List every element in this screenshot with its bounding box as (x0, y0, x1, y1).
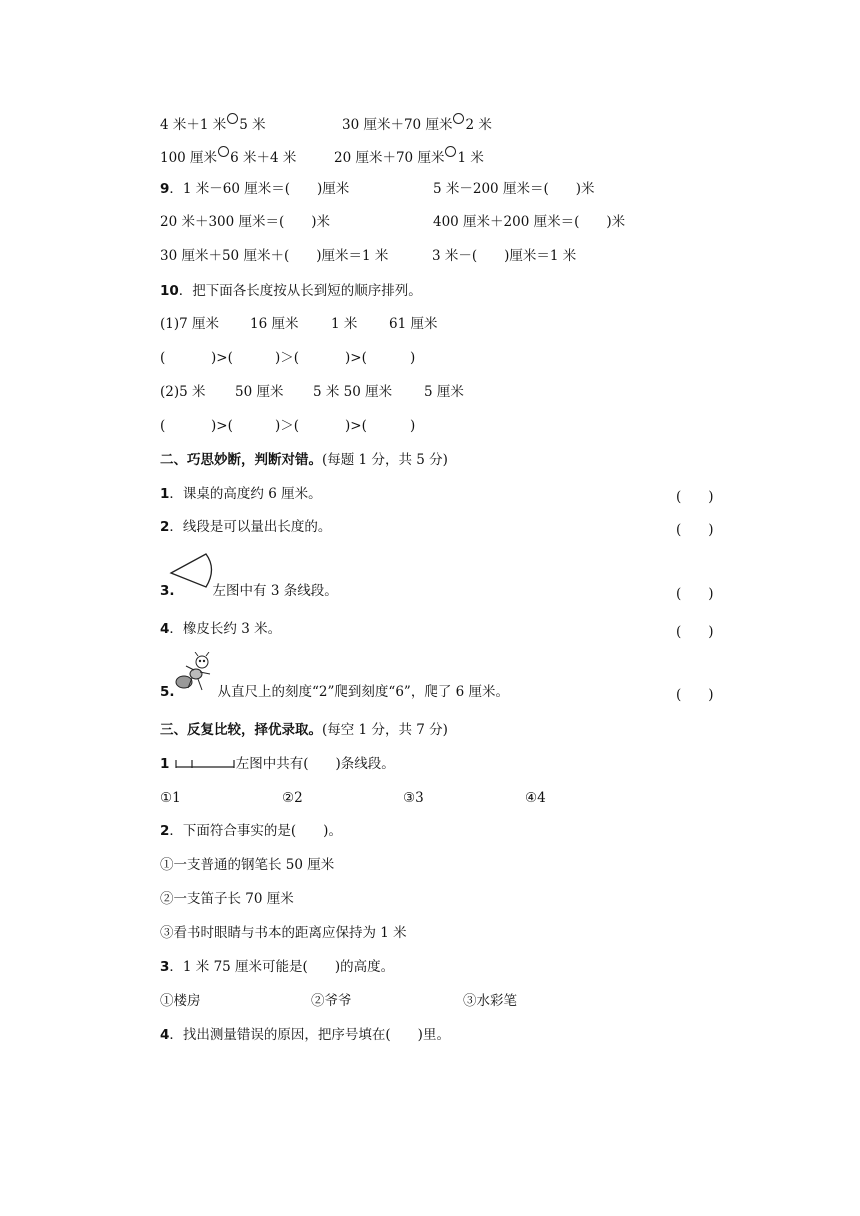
q10-order-paren: )>( (345, 350, 367, 366)
compare-row-1b: 30 厘米＋70 厘米 2 米 (342, 113, 492, 134)
choice-q2: 2．下面符合事实的是( )。 (160, 823, 342, 839)
q10-order-paren: ( (160, 350, 166, 366)
judge-item-5: 5. 从直尺上的刻度“2”爬到刻度“6”，爬了 6 厘米。 (160, 684, 509, 700)
q10-order-paren: ( (160, 418, 166, 434)
q10-group2-item: 50 厘米 (235, 384, 284, 400)
compare-row-1a: 4 米＋1 米 5 米 (160, 113, 266, 134)
judge-item-4: 4．橡皮长约 3 米。 (160, 621, 282, 637)
choice-option[interactable]: ④4 (525, 790, 546, 806)
compare-circle-blank[interactable] (453, 113, 464, 124)
q10-group1-item: 1 米 (331, 316, 358, 332)
choice-q3: 3．1 米 75 厘米可能是( )的高度。 (160, 959, 395, 975)
choice-option[interactable]: ②一支笛子长 70 厘米 (160, 891, 294, 907)
compare-row-2b: 20 厘米＋70 厘米 1 米 (334, 146, 484, 167)
q10-order-paren: ) (410, 350, 416, 366)
choice-option[interactable]: ①1 (160, 790, 181, 806)
compare-circle-blank[interactable] (227, 113, 238, 124)
answer-box[interactable]: ( ) (676, 489, 714, 505)
choice-option[interactable]: ①一支普通的钢笔长 50 厘米 (160, 857, 335, 873)
compare-row-2a: 100 厘米 6 米＋4 米 (160, 146, 296, 167)
judge-item-3: 3. 左图中有 3 条线段。 (160, 583, 338, 599)
judge-item-2: 2．线段是可以量出长度的。 (160, 519, 332, 535)
q9-b: 5 米－200 厘米＝( )米 (433, 181, 595, 197)
q10-order-paren: ) (410, 418, 416, 434)
q10-order-paren: )>( (345, 418, 367, 434)
choice-option[interactable]: ③3 (403, 790, 424, 806)
answer-box[interactable]: ( ) (676, 687, 714, 703)
section-3-heading: 三、反复比较，择优录取。(每空 1 分，共 7 分) (160, 722, 448, 738)
section-2-heading: 二、巧思妙断，判断对错。(每题 1 分，共 5 分) (160, 452, 448, 468)
q10-order-paren: )>( (211, 418, 233, 434)
choice-option[interactable]: ②爷爷 (311, 993, 352, 1009)
q10-order-paren: )＞( (275, 418, 300, 434)
q9-d: 400 厘米＋200 厘米＝( )米 (433, 214, 626, 230)
q10-order-paren: )＞( (275, 350, 300, 366)
answer-box[interactable]: ( ) (676, 522, 714, 538)
q10-group1-item: 16 厘米 (250, 316, 299, 332)
q9-e: 30 厘米＋50 厘米＋( )厘米＝1 米 (160, 248, 389, 264)
q10-group2-item: 5 厘米 (424, 384, 464, 400)
compare-circle-blank[interactable] (445, 146, 456, 157)
q9-f: 3 米－( )厘米＝1 米 (432, 248, 577, 264)
choice-q4: 4．找出测量错误的原因，把序号填在( )里。 (160, 1027, 450, 1043)
answer-box[interactable]: ( ) (676, 624, 714, 640)
q9-a: 9．1 米－60 厘米＝( )厘米 (160, 181, 350, 197)
q10-group2-item: (2)5 米 (160, 384, 206, 400)
judge-item-1: 1．课桌的高度约 6 厘米。 (160, 486, 322, 502)
q10-group1-item: (1)7 厘米 (160, 316, 220, 332)
choice-option[interactable]: ③水彩笔 (463, 993, 517, 1009)
q9-c: 20 米＋300 厘米＝( )米 (160, 214, 331, 230)
compare-circle-blank[interactable] (218, 146, 229, 157)
choice-option[interactable]: ①楼房 (160, 993, 201, 1009)
choice-option[interactable]: ③看书时眼睛与书本的距离应保持为 1 米 (160, 925, 407, 941)
line-segment-figure-icon (174, 756, 236, 770)
choice-option[interactable]: ②2 (282, 790, 303, 806)
q10-prompt: 10．把下面各长度按从长到短的顺序排列。 (160, 283, 422, 299)
choice-q1: 1 左图中共有( )条线段。 (160, 756, 395, 772)
q10-group2-item: 5 米 50 厘米 (313, 384, 393, 400)
q10-order-paren: )>( (211, 350, 233, 366)
q10-group1-item: 61 厘米 (389, 316, 438, 332)
answer-box[interactable]: ( ) (676, 586, 714, 602)
